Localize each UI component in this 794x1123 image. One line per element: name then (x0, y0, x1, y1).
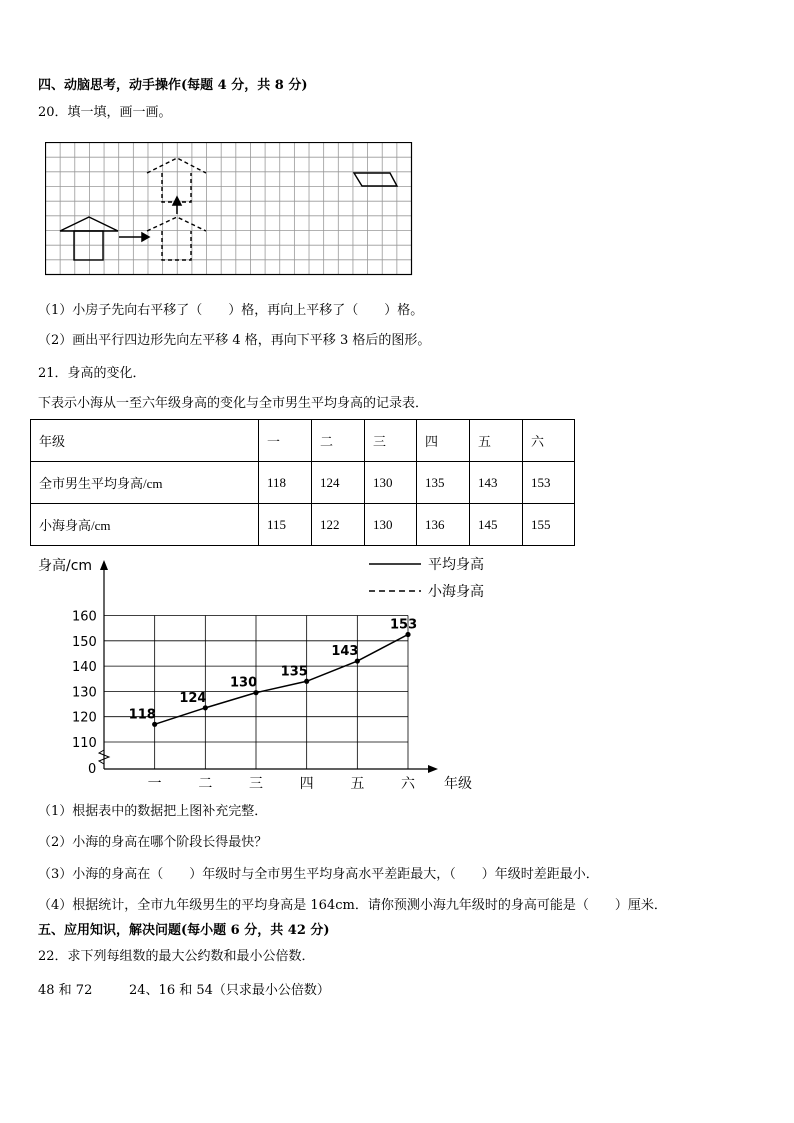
q20-item-2: （2）画出平行四边形先向左平移 4 格，再向下平移 3 格后的图形。 (38, 333, 431, 348)
table-cell: 143 (470, 462, 523, 504)
series-line-average (155, 634, 408, 724)
data-label: 143 (331, 644, 359, 660)
parallelogram (354, 173, 397, 186)
x-tick-label: 二 (198, 776, 213, 792)
y-axis-label: 身高/cm (38, 558, 93, 574)
x-axis-label: 年级 (444, 776, 472, 792)
q22-part-2: 24、16 和 54（只求最小公倍数） (129, 983, 330, 998)
table-header-cell: 年级 (31, 420, 259, 462)
translation-grid-figure (45, 142, 415, 278)
x-tick-label: 四 (299, 776, 314, 792)
house-shifted-right (147, 217, 206, 260)
y-tick-label: 120 (72, 710, 97, 726)
y-tick-label: 130 (72, 685, 97, 701)
table-cell: 115 (259, 504, 312, 546)
table-row (31, 504, 575, 546)
height-record-table (30, 419, 575, 546)
grid-lines (46, 143, 412, 275)
table-header-cell: 三 (365, 420, 417, 462)
data-label: 130 (230, 675, 258, 691)
y-tick-label: 150 (72, 634, 97, 650)
table-cell: 122 (312, 504, 365, 546)
grid-border (46, 143, 412, 275)
data-point (355, 658, 360, 663)
arrow-right (119, 233, 149, 241)
x-tick-label: 六 (401, 776, 415, 792)
data-label: 118 (128, 707, 156, 723)
table-header-cell: 四 (417, 420, 470, 462)
section5-heading: 五、应用知识，解决问题(每小题 6 分，共 42 分) (38, 923, 330, 938)
table-cell: 118 (259, 462, 312, 504)
x-tick-label: 一 (147, 776, 162, 792)
legend-label-average: 平均身高 (428, 557, 484, 573)
table-header-cell: 五 (470, 420, 523, 462)
data-point (253, 690, 258, 695)
arrow-up (173, 197, 181, 214)
table-header-row (31, 420, 575, 462)
q21-item-3: （3）小海的身高在（ ）年级时与全市男生平均身高水平差距最大，（ ）年级时差距最小． (38, 867, 599, 882)
section4-heading: 四、动脑思考，动手操作(每题 4 分，共 8 分) (38, 78, 308, 93)
chart-series (129, 617, 417, 726)
data-label: 135 (280, 664, 308, 680)
table-cell: 145 (470, 504, 523, 546)
y-tick-label: 0 (88, 762, 97, 777)
x-tick-label: 三 (249, 776, 263, 792)
q22-part-1: 48 和 72 (38, 983, 93, 998)
table-cell: 135 (417, 462, 470, 504)
table-header-cell: 二 (312, 420, 365, 462)
house-original (60, 217, 118, 260)
q20-item-1: （1）小房子先向右平移了（ ）格，再向上平移了（ ）格。 (38, 303, 424, 318)
q21-intro: 下表示小海从一至六年级身高的变化与全市男生平均身高的记录表． (38, 396, 429, 411)
x-axis-arrow (428, 765, 438, 773)
q21-item-4: （4）根据统计，全市九年级男生的平均身高是 164cm．请你预测小海九年级时的身高可能是（ ）厘米． (38, 898, 667, 913)
legend-label-xiaohai: 小海身高 (428, 584, 484, 600)
table-header-cell: 六 (523, 420, 575, 462)
y-tick-label: 160 (72, 609, 97, 625)
table-cell: 全市男生平均身高/cm (31, 462, 259, 504)
q21-item-2: （2）小海的身高在哪个阶段长得最快？ (38, 835, 268, 850)
table-cell: 155 (523, 504, 575, 546)
data-point (405, 632, 410, 637)
chart-legend (369, 556, 484, 600)
y-axis-arrow (100, 560, 108, 570)
x-tick-label: 五 (350, 776, 365, 792)
data-point (304, 679, 309, 684)
table-row (31, 462, 575, 504)
data-point (203, 705, 208, 710)
chart-ticks (38, 557, 472, 792)
height-line-chart (30, 550, 500, 800)
data-label: 124 (179, 690, 207, 706)
q21-item-1: （1）根据表中的数据把上图补充完整． (38, 804, 268, 819)
q20-title: 20．填一填，画一画。 (38, 105, 172, 120)
q22-title: 22．求下列每组数的最大公约数和最小公倍数． (38, 949, 315, 964)
y-tick-label: 110 (72, 736, 97, 751)
table-cell: 130 (365, 504, 417, 546)
y-tick-label: 140 (72, 660, 97, 676)
table-header-cell: 一 (259, 420, 312, 462)
table-cell: 130 (365, 462, 417, 504)
table-cell: 153 (523, 462, 575, 504)
table-cell: 124 (312, 462, 365, 504)
data-label: 153 (390, 617, 418, 633)
table-cell: 136 (417, 504, 470, 546)
data-point (152, 722, 157, 727)
table-cell: 小海身高/cm (31, 504, 259, 546)
house-shifted-up (147, 158, 206, 202)
q21-title: 21．身高的变化． (38, 366, 146, 381)
